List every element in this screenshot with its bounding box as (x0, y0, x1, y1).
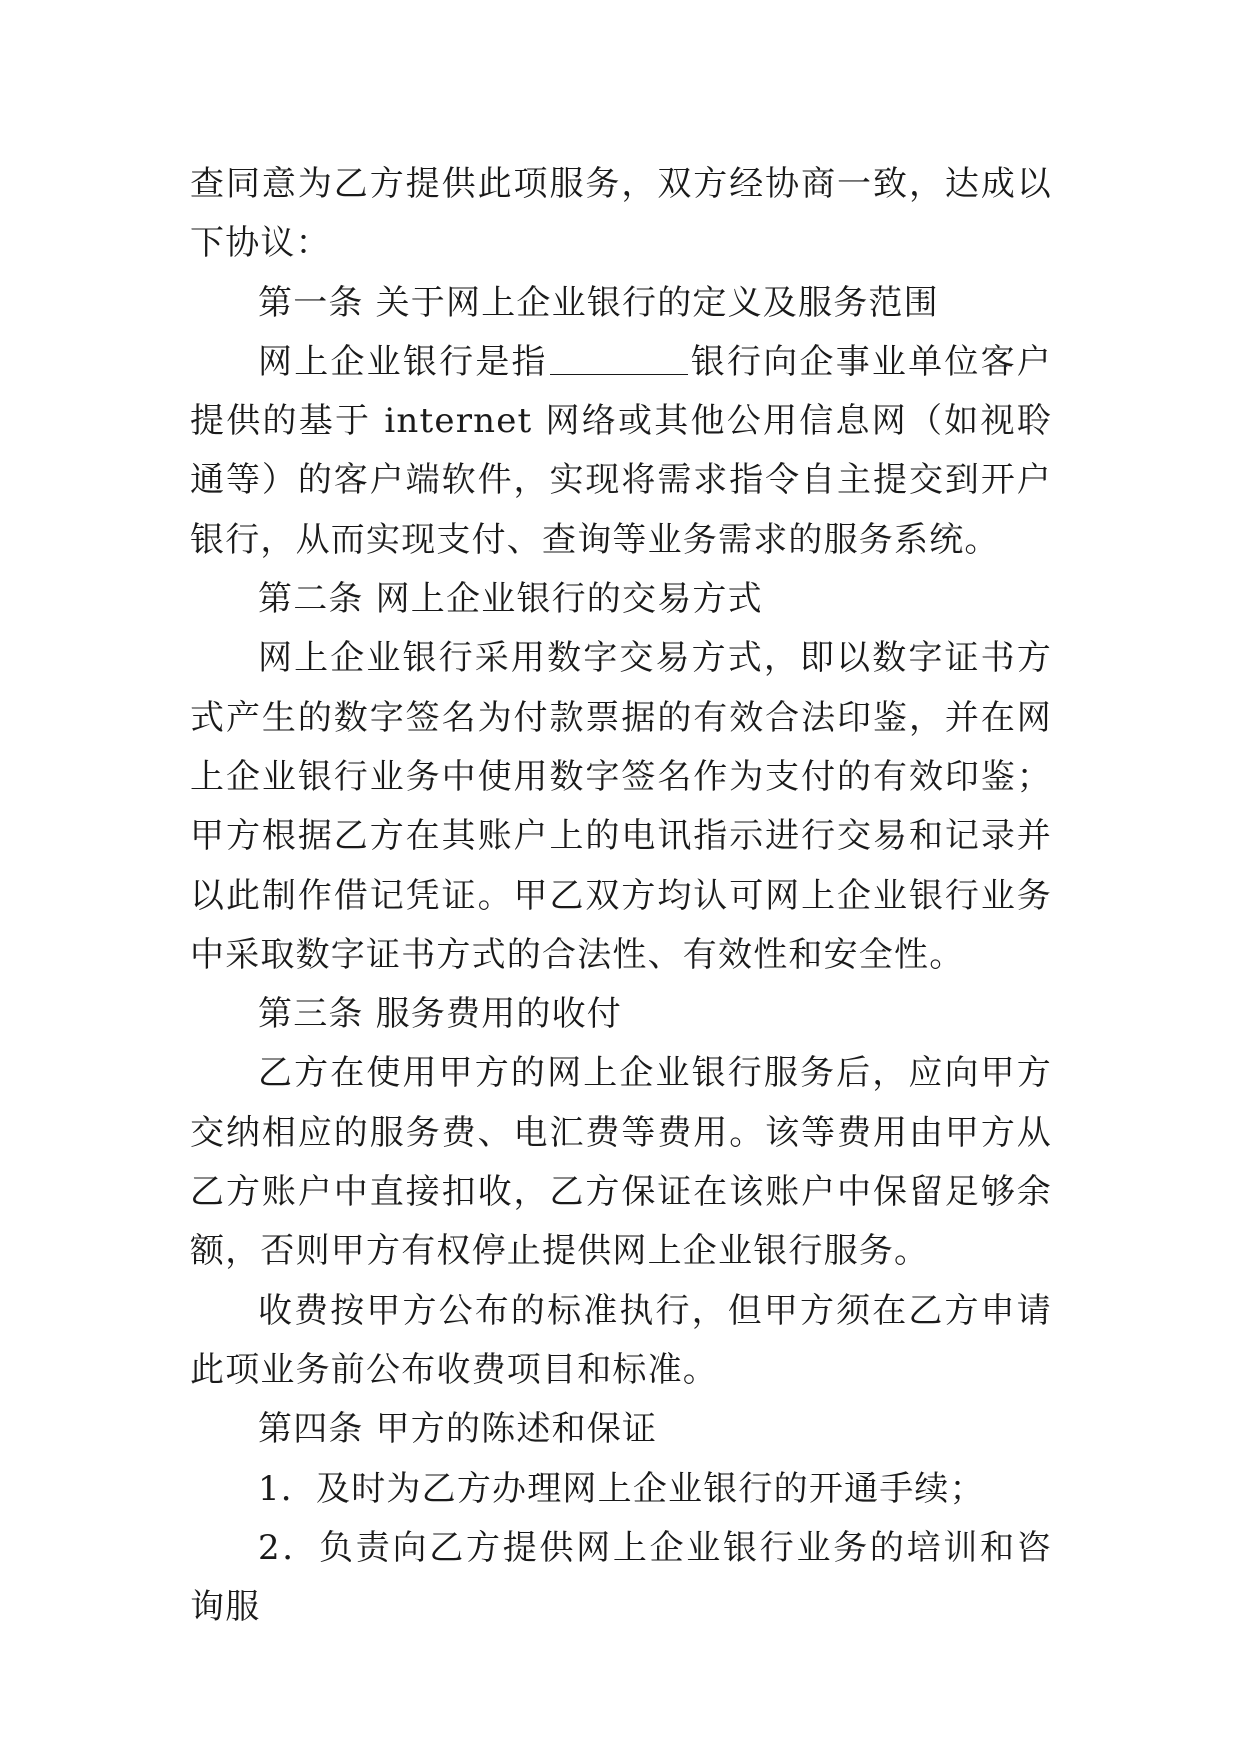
article-4-heading: 第四条 甲方的陈述和保证 (258, 1409, 658, 1450)
fill-in-blank (550, 340, 688, 375)
article-4-item-1: 1．及时为乙方办理网上企业银行的开通手续； (258, 1468, 985, 1509)
article-1-heading: 第一条 关于网上企业银行的定义及服务范围 (258, 282, 939, 323)
article-1-text-after-blank: 银行向企事业单位客户提供的基于 internet 网络或其他公用信息网（如视聆通等）的客户端软件，实现将需求指令自主提交到开户银行，从而实现支付、查询等业务需求的服务系统。 (190, 341, 1052, 560)
article-3-body-2: 收费按甲方公布的标准执行，但甲方须在乙方申请此项业务前公布收费项目和标准。 (190, 1290, 1052, 1390)
article-2-body: 网上企业银行采用数字交易方式，即以数字证书方式产生的数字签名为付款票据的有效合法印鉴，并在网上企业银行业务中使用数字签名作为支付的有效印鉴；甲方根据乙方在其账户上的电讯指示进行交易和记录并以此制作借记凭证。甲乙双方均认可网上企业银行业务中采取数字证书方式的合法性、有效性和安全性。 (190, 638, 1052, 975)
article-4-item-2: 2．负责向乙方提供网上企业银行业务的培训和咨询服 (190, 1527, 1052, 1628)
article-3-heading: 第三条 服务费用的收付 (258, 994, 623, 1035)
article-3-body-1: 乙方在使用甲方的网上企业银行服务后，应向甲方交纳相应的服务费、电汇费等费用。该等费用由甲方从乙方账户中直接扣收，乙方保证在该账户中保留足够余额，否则甲方有权停止提供网上企业银行服务。 (190, 1053, 1052, 1272)
article-1-text-before-blank: 网上企业银行是指 (258, 341, 548, 382)
paragraph-continuation: 查同意为乙方提供此项服务，双方经协商一致，达成以下协议： (190, 164, 1052, 264)
article-1-body (190, 333, 1052, 570)
document-body (190, 155, 1052, 1637)
article-2-heading: 第二条 网上企业银行的交易方式 (258, 579, 763, 620)
